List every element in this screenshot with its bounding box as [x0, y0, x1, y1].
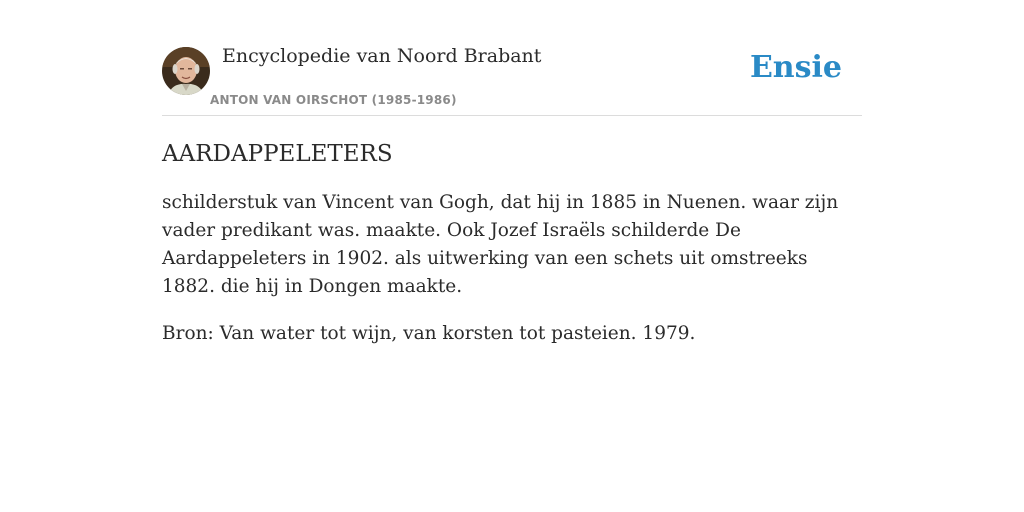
book-title[interactable]: Encyclopedie van Noord Brabant	[222, 45, 542, 67]
author-portrait-icon	[162, 47, 210, 95]
ensie-logo[interactable]: Ensie	[749, 50, 842, 85]
author-avatar[interactable]	[162, 47, 210, 95]
author-name[interactable]: ANTON VAN OIRSCHOT (1985-1986)	[210, 93, 457, 107]
entry-title: AARDAPPELETERS	[162, 141, 393, 167]
header	[162, 0, 862, 116]
entry-body: schilderstuk van Vincent van Gogh, dat hij in 1885 in Nuenen. waar zijn vader predikant was. maakte. Ook Jozef Israëls schilderde De Aardappeleters in 1902. als uitwerking van een schets uit omstreeks 1882. die hij in Dongen maakte.	[162, 192, 839, 297]
entry-source: Bron: Van water tot wijn, van korsten tot pasteien. 1979.	[162, 323, 696, 344]
page-container	[162, 0, 862, 348]
